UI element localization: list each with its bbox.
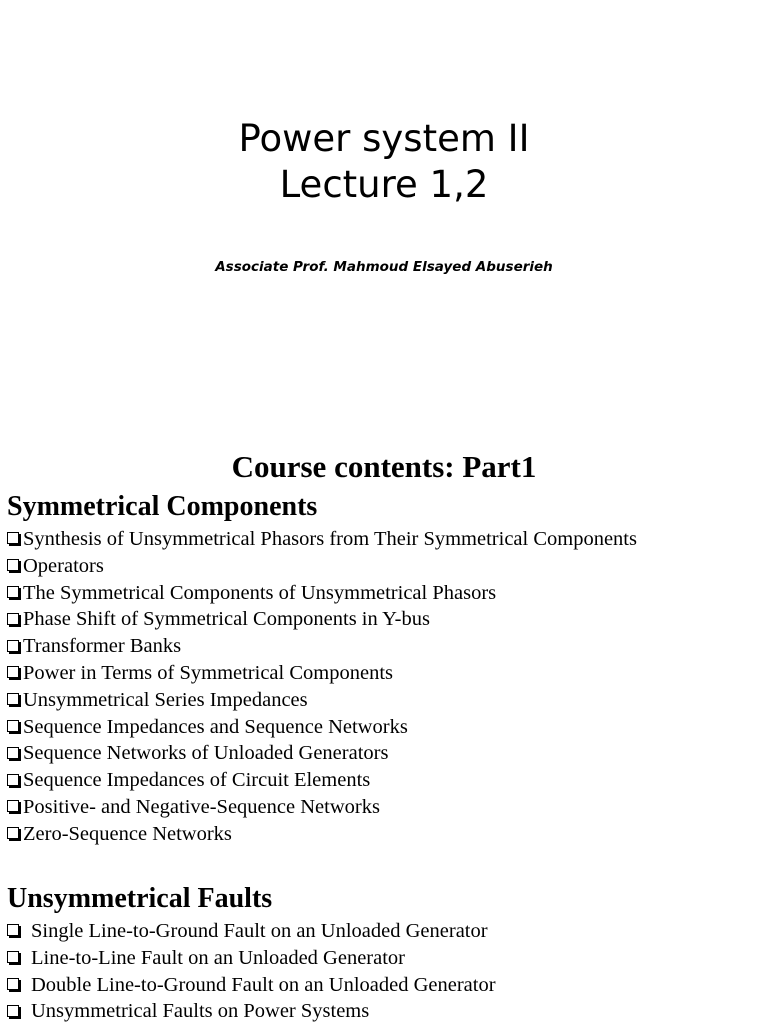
list-item xyxy=(7,633,637,660)
list-item xyxy=(7,767,637,794)
author-name: Associate Prof. Mahmoud Elsayed Abuserieh xyxy=(215,259,553,275)
list-item xyxy=(7,794,637,821)
list-item xyxy=(7,687,637,714)
checkbox-bullet-icon xyxy=(7,951,19,963)
list-item-label: Operators xyxy=(23,554,104,577)
list-item-label: Sequence Networks of Unloaded Generators xyxy=(23,742,389,765)
checkbox-bullet-icon xyxy=(7,640,19,652)
list-item xyxy=(7,580,637,607)
checkbox-bullet-icon xyxy=(7,827,19,839)
list-item-label: Sequence Impedances and Sequence Networks xyxy=(23,715,408,738)
list-item xyxy=(7,821,637,848)
checkbox-bullet-icon xyxy=(7,1005,19,1017)
checkbox-bullet-icon xyxy=(7,693,19,705)
list-item xyxy=(7,606,637,633)
list-item-label: Zero-Sequence Networks xyxy=(23,822,232,845)
checkbox-bullet-icon xyxy=(7,666,19,678)
lecture-title xyxy=(0,116,768,208)
checkbox-bullet-icon xyxy=(7,586,19,598)
list-item-label: Line-to-Line Fault on an Unloaded Generator xyxy=(31,946,405,969)
checkbox-bullet-icon xyxy=(7,559,19,571)
checkbox-bullet-icon xyxy=(7,720,19,732)
checkbox-bullet-icon xyxy=(7,924,19,936)
list-item-label: Sequence Impedances of Circuit Elements xyxy=(23,769,371,792)
list-item-label: Power in Terms of Symmetrical Components xyxy=(23,661,393,684)
unsymmetrical-faults-heading: Unsymmetrical Faults xyxy=(7,883,273,914)
list-item xyxy=(7,972,496,999)
list-item-label: The Symmetrical Components of Unsymmetrical Phasors xyxy=(23,581,497,604)
list-item-label: Unsymmetrical Series Impedances xyxy=(23,688,308,711)
list-item-label: Positive- and Negative-Sequence Networks xyxy=(23,795,380,818)
checkbox-bullet-icon xyxy=(7,774,19,786)
list-item xyxy=(7,526,637,553)
checkbox-bullet-icon xyxy=(7,800,19,812)
list-item xyxy=(7,998,496,1025)
symmetrical-components-list xyxy=(7,526,637,848)
course-contents-heading: Course contents: Part1 xyxy=(231,449,537,484)
list-item-label: Double Line-to-Ground Fault on an Unloaded Generator xyxy=(31,973,496,996)
title-line-2: Lecture 1,2 xyxy=(279,163,489,206)
list-item xyxy=(7,945,496,972)
unsymmetrical-faults-list xyxy=(7,918,496,1025)
list-item-label: Phase Shift of Symmetrical Components in Y-bus xyxy=(23,608,430,631)
list-item xyxy=(7,714,637,741)
list-item xyxy=(7,660,637,687)
list-item-label: Transformer Banks xyxy=(23,635,182,658)
list-item xyxy=(7,553,637,580)
list-item xyxy=(7,918,496,945)
list-item xyxy=(7,740,637,767)
checkbox-bullet-icon xyxy=(7,532,19,544)
list-item-label: Synthesis of Unsymmetrical Phasors from Their Symmetrical Components xyxy=(23,528,637,550)
checkbox-bullet-icon xyxy=(7,978,19,990)
checkbox-bullet-icon xyxy=(7,613,19,625)
title-line-1: Power system II xyxy=(238,117,530,160)
checkbox-bullet-icon xyxy=(7,747,19,759)
list-item-label: Unsymmetrical Faults on Power Systems xyxy=(31,1000,370,1023)
symmetrical-components-heading: Symmetrical Components xyxy=(7,491,318,522)
list-item-label: Single Line-to-Ground Fault on an Unloaded Generator xyxy=(31,920,488,942)
